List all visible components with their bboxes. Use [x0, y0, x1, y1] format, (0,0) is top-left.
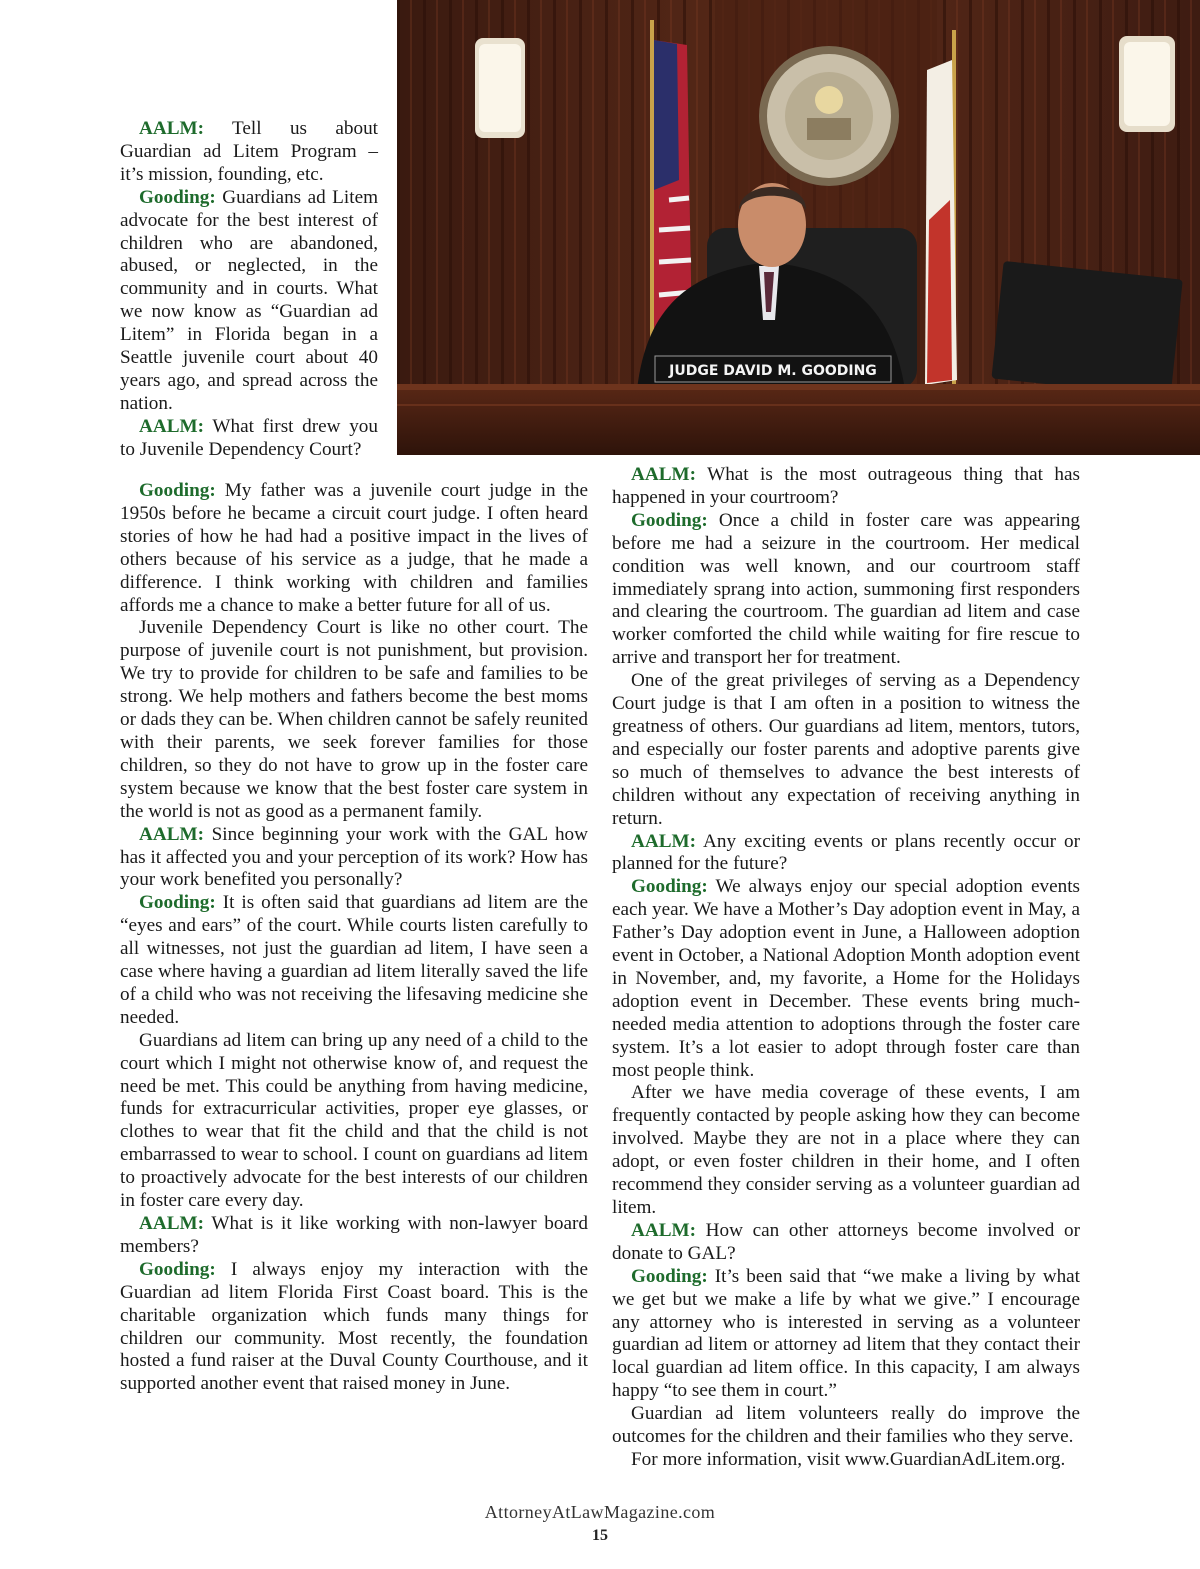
paragraph-text: What is it like working with non-lawyer board members? — [120, 1213, 588, 1257]
paragraph — [120, 480, 588, 617]
paragraph-text: It’s been said that “we make a living by what we get but we make a life by what we give.” I encourage any attorney who is interested in serving as a volunteer guardian ad litem or attorney ad litem that they contact their local guardian ad litem office. In this capacity, I am always happy “to see them in court.” — [612, 1265, 1081, 1402]
aalm-speaker-label: AALM: — [139, 1213, 205, 1234]
gooding-speaker-label: Gooding: — [631, 876, 708, 898]
aalm-speaker-label: AALM: — [139, 823, 205, 845]
paragraph — [612, 1449, 1080, 1472]
gooding-speaker-label: Gooding: — [631, 1265, 708, 1287]
paragraph-text: Guardians ad litem can bring up any need of a child to the court which I might not otherwise know of, and request the need be met. This could be anything from having medicine, funds for extracurricular activities, proper eye glasses, or clothes to wear that fit the child and that the child is not embarrassed to wear to school. I count on guardians ad litem to proactively advocate for the best interests of our children in foster care every day. — [120, 1029, 588, 1212]
paragraph-text: My father was a juvenile court judge in the 1950s before he became a circuit court judge. I often heard stories of how he had had a positive impact in the lives of others because of his service as a judge, that he made a difference. I think working with children and families affords me a chance to make a better future for all of us. — [120, 480, 588, 616]
paragraph-text: Guardian ad litem volunteers really do improve the outcomes for the children and their families who they serve. — [612, 1403, 1080, 1448]
paragraph-text: For more information, visit www.GuardianAdLitem.org. — [631, 1448, 1066, 1470]
paragraph — [120, 892, 588, 1029]
page-number: 15 — [592, 1527, 608, 1544]
aalm-speaker-label: AALM: — [139, 118, 205, 139]
paragraph — [120, 118, 378, 187]
article-column-3 — [612, 464, 1080, 1472]
paragraph — [612, 510, 1080, 670]
aalm-speaker-label: AALM: — [631, 464, 697, 485]
gooding-speaker-label: Gooding: — [139, 480, 216, 501]
paragraph — [120, 1213, 588, 1259]
gooding-speaker-label: Gooding: — [139, 186, 216, 208]
paragraph-text: We always enjoy our special adoption events each year. We have a Mother’s Day adoption event in May, a Father’s Day adoption event in June, a Halloween adoption event in October, a National Adoption Month adoption event in November, and, my favorite, a Home for the Holidays adoption event in December. These events bring much-needed media attention to adoptions through the foster care system. It’s a lot easier to adopt through foster care than most people think. — [612, 876, 1080, 1081]
paragraph-text: I always enjoy my interaction with the Guardian ad litem Florida First Coast board. This is the charitable organization which funds many things for children our community. Most recently, the foundation hosted a fund raiser at the Duval County Courthouse, and it supported another event that raised money in June. — [120, 1258, 589, 1395]
paragraph-text: Since beginning your work with the GAL how has it affected you and your perception of its work? How has your work benefited you personally? — [120, 823, 589, 891]
paragraph-text: How can other attorneys become involved or donate to GAL? — [612, 1219, 1081, 1264]
gooding-speaker-label: Gooding: — [631, 509, 708, 531]
paragraph — [612, 1266, 1080, 1403]
paragraph — [120, 416, 378, 462]
judge-photo — [397, 0, 1200, 455]
paragraph-text: What is the most outrageous thing that has happened in your courtroom? — [612, 464, 1080, 508]
aalm-speaker-label: AALM: — [631, 830, 697, 852]
gooding-speaker-label: Gooding: — [139, 892, 216, 914]
nameplate-text: JUDGE DAVID M. GOODING — [669, 363, 877, 379]
article-column-1 — [120, 118, 378, 462]
paragraph-text: One of the great privileges of serving as a Dependency Court judge is that I am often in a position to witness the greatness of others. Our guardians ad litem, mentors, tutors, and especially our foster parents and adoptive parents give so much of themselves to advance the best interests of children without any expectation of receiving anything in return. — [612, 670, 1080, 829]
paragraph-text: Tell us about Guardian ad Litem Program – it’s mission, founding, etc. — [120, 118, 378, 185]
paragraph — [120, 617, 588, 823]
paragraph-text: Juvenile Dependency Court is like no other court. The purpose of juvenile court is not punishment, but provision. We try to provide for children to be safe and families to be strong. We help mothers and fathers become the best moms or dads they can be. When children cannot be safely reunited with their parents, we seek forever families for those children, so they do not have to grow up in the foster care system because we know that the best foster care system in the world is not as good as a permanent family. — [120, 617, 588, 822]
paragraph — [120, 1259, 588, 1396]
gooding-speaker-label: Gooding: — [139, 1258, 216, 1280]
paragraph — [120, 187, 378, 416]
article-column-2 — [120, 480, 588, 1396]
aalm-speaker-label: AALM: — [139, 415, 205, 437]
paragraph — [612, 464, 1080, 510]
paragraph — [612, 876, 1080, 1082]
paragraph — [612, 1403, 1080, 1449]
paragraph-text: Guardians ad Litem advocate for the best interest of children who are abandoned, abused, or neglected, in the community and in courts. What we now know as “Guardian ad Litem” in Florida began in a Seattle juvenile court about 40 years ago, and spread across the nation. — [120, 186, 379, 414]
paragraph-text: What first drew you to Juvenile Dependency Court? — [120, 415, 378, 460]
paragraph — [120, 1030, 588, 1213]
footer-site: AttorneyAtLawMagazine.com — [484, 1502, 716, 1522]
paragraph — [612, 670, 1080, 830]
paragraph-text: It is often said that guardians ad litem are the “eyes and ears” of the court. While courts listen carefully to all witnesses, not just the guardian ad litem, I have seen a case where having a guardian ad litem literally saved the life of a child who was not receiving the lifesaving medicine she needed. — [120, 892, 589, 1028]
paragraph-text: After we have media coverage of these events, I am frequently contacted by people asking how they can become involved. Maybe they are not in a place where they can adopt, or even foster children in their home, and I often recommend they consider serving as a volunteer guardian ad litem. — [612, 1082, 1080, 1218]
paragraph-text: Any exciting events or plans recently occur or planned for the future? — [612, 830, 1080, 875]
paragraph — [612, 1082, 1080, 1219]
paragraph — [612, 831, 1080, 877]
paragraph-text: Once a child in foster care was appearing before me had a seizure in the courtroom. Her medical condition was well known, and our courtroom staff immediately sprang into action, summoning first responders and clearing the courtroom. The guardian ad litem and case worker comforted the child while waiting for fire rescue to arrive and transport her for treatment. — [612, 509, 1081, 669]
aalm-speaker-label: AALM: — [631, 1219, 697, 1241]
paragraph — [120, 824, 588, 893]
paragraph — [612, 1220, 1080, 1266]
